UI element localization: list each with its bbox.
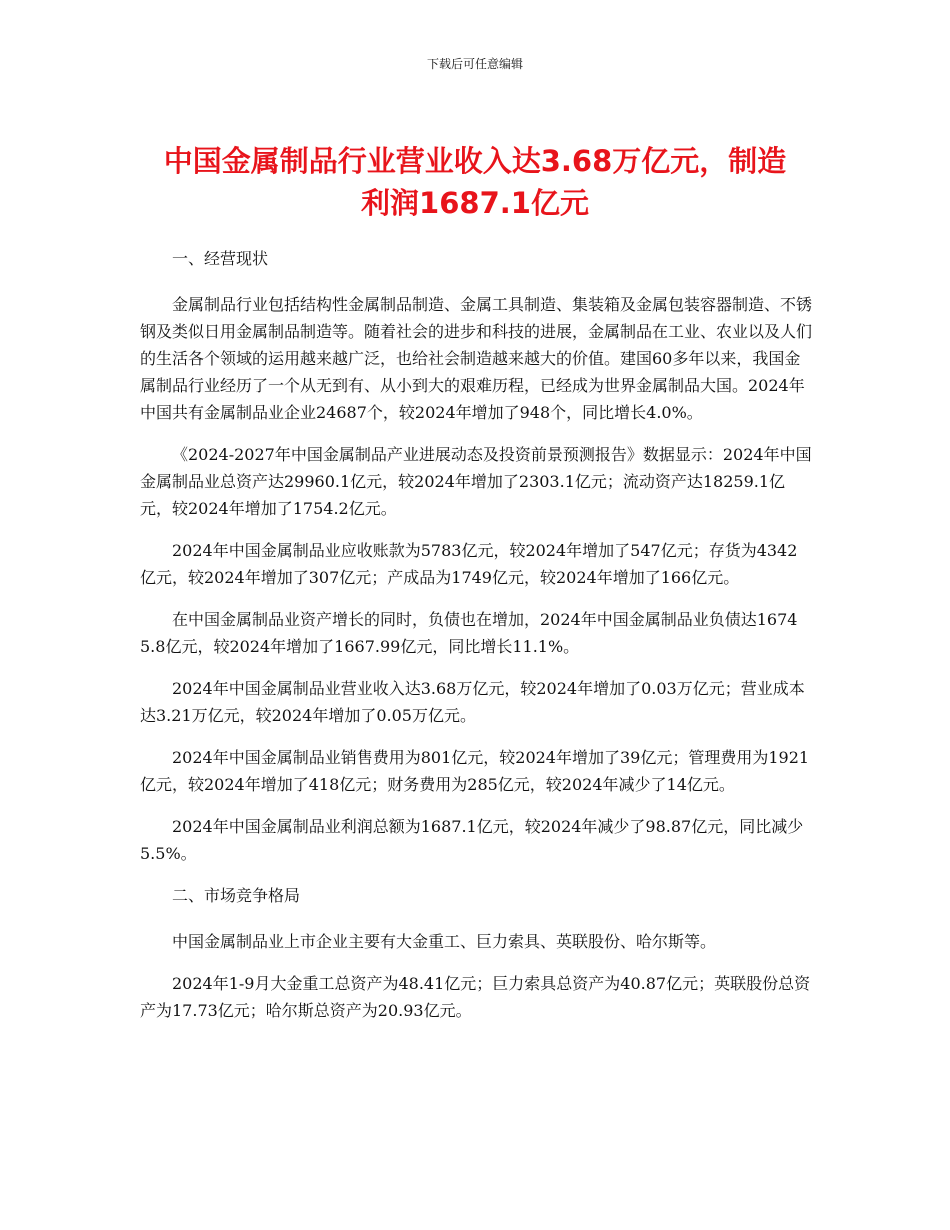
paragraph: 2024年1-9月大金重工总资产为48.41亿元；巨力索具总资产为40.87亿元；英联股份总资产为17.73亿元；哈尔斯总资产为20.93亿元。 bbox=[140, 974, 811, 1020]
paragraph: 在中国金属制品业资产增长的同时，负债也在增加，2024年中国金属制品业负债达16745.8亿元，较2024年增加了1667.99亿元，同比增长11.1%。 bbox=[140, 610, 798, 656]
paragraph: 2024年中国金属制品业营业收入达3.68万亿元，较2024年增加了0.03万亿元；营业成本达3.21万亿元，较2024年增加了0.05万亿元。 bbox=[140, 679, 805, 725]
paragraph: 2024年中国金属制品业应收账款为5783亿元，较2024年增加了547亿元；存货为4342亿元，较2024年增加了307亿元；产成品为1749亿元，较2024年增加了166亿元。 bbox=[140, 541, 798, 587]
header-note: 下载后可任意编辑 bbox=[426, 57, 523, 71]
paragraph: 2024年中国金属制品业利润总额为1687.1亿元，较2024年减少了98.87亿元，同比减少5.5%。 bbox=[140, 817, 804, 863]
paragraph: 中国金属制品业上市企业主要有大金重工、巨力索具、英联股份、哈尔斯等。 bbox=[172, 932, 717, 951]
document-title: 中国金属制品行业营业收入达3.68万亿元，制造利润1687.1亿元 bbox=[163, 144, 787, 220]
document-body bbox=[140, 245, 812, 1039]
section-heading-operations: 一、经营现状 bbox=[172, 249, 269, 268]
paragraph: 2024年中国金属制品业销售费用为801亿元，较2024年增加了39亿元；管理费用为1921亿元，较2024年增加了418亿元；财务费用为285亿元，较2024年减少了14亿元。 bbox=[140, 748, 810, 794]
paragraph: 金属制品行业包括结构性金属制品制造、金属工具制造、集装箱及金属包装容器制造、不锈钢及类似日用金属制品制造等。随着社会的进步和科技的进展，金属制品在工业、农业以及人们的生活各个领域的运用越来越广泛，也给社会制造越来越大的价值。建国60多年以来，我国金属制品行业经历了一个从无到有、从小到大的艰难历程，已经成为世界金属制品大国。2024年中国共有金属制品业企业24687个，较2024年增加了948个，同比增长4.0%。 bbox=[140, 295, 813, 422]
section-heading-competition: 二、市场竞争格局 bbox=[172, 886, 301, 905]
paragraph: 《2024-2027年中国金属制品产业进展动态及投资前景预测报告》数据显示：2024年中国金属制品业总资产达29960.1亿元，较2024年增加了2303.1亿元；流动资产达18259.1亿元，较2024年增加了1754.2亿元。 bbox=[140, 445, 812, 518]
